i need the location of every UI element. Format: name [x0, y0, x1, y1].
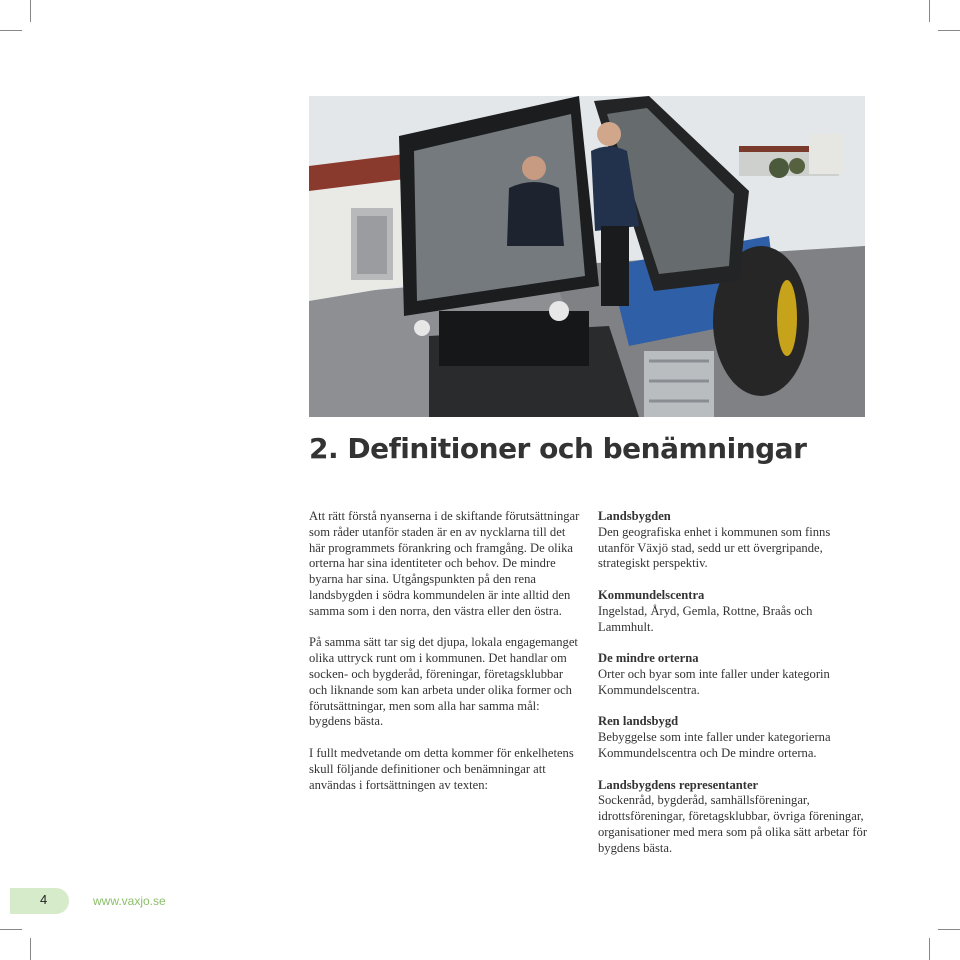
paragraph: Att rätt förstå nyanserna i de skiftande förutsättningar som råder utanför staden är en av nycklarna till det här programmets förankring och framgång. De olika orterna har sina identiteter och behov. De mindre byarna har sina. Utgångspunkten på den rena landsbygden i södra kommundelen är inte alltid den samma som i den norra, den västra eller den östra.	[309, 509, 580, 618]
definition-term: Kommundelscentra	[598, 587, 705, 602]
definition-description: Bebyggelse som inte faller under kategorierna Kommundelscentra och De mindre orterna.	[598, 730, 831, 760]
definition-description: Den geografiska enhet i kommunen som finns utanför Växjö stad, sedd ur ett övergripande, strategiskt perspektiv.	[598, 524, 831, 571]
definitions-list	[598, 509, 868, 872]
definition-item	[598, 714, 868, 761]
definition-item	[598, 509, 868, 572]
crop-mark	[30, 0, 31, 22]
definition-term: De mindre orterna	[598, 651, 699, 666]
crop-mark	[0, 30, 22, 31]
definition-term: Landsbygdens representanter	[598, 777, 759, 792]
definition-item	[598, 588, 868, 635]
crop-mark	[938, 30, 960, 31]
intro-text	[309, 509, 584, 793]
definition-description: Orter och byar som inte faller under kategorin Kommundelscentra.	[598, 666, 830, 697]
forest-machine-photo	[309, 96, 865, 417]
crop-mark	[929, 938, 930, 960]
definition-item	[598, 651, 868, 698]
page-number: 4	[40, 892, 48, 907]
crop-mark	[938, 929, 960, 930]
crop-mark	[30, 938, 31, 960]
definition-item	[598, 778, 868, 857]
paragraph: I fullt medvetande om detta kommer för enkelhetens skull följande definitioner och benämningar att användas i fortsättningen av texten:	[309, 745, 574, 792]
paragraph: På samma sätt tar sig det djupa, lokala engagemanget olika uttryck runt om i kommunen. Det handlar om socken- och bygderåd, föreningar, företagsklubbar och liknande som kan arbeta under olika former och förutsättningar, men som alla har samma mål: bygdens bästa.	[309, 635, 578, 729]
definition-description: Ingelstad, Åryd, Gemla, Rottne, Braås och Lammhult.	[598, 603, 813, 634]
website-link[interactable]: www.vaxjo.se	[93, 894, 166, 908]
crop-mark	[0, 929, 22, 930]
page-title: 2. Definitioner och benämningar	[309, 432, 807, 465]
crop-mark	[929, 0, 930, 22]
definition-description: Sockenråd, bygderåd, samhällsföreningar, idrottsföreningar, företagsklubbar, övriga föreningar, organisationer med mera som på olika sätt arbetar för bygdens bästa.	[598, 793, 868, 855]
definition-term: Ren landsbygd	[598, 714, 679, 729]
definition-term: Landsbygden	[598, 509, 671, 523]
